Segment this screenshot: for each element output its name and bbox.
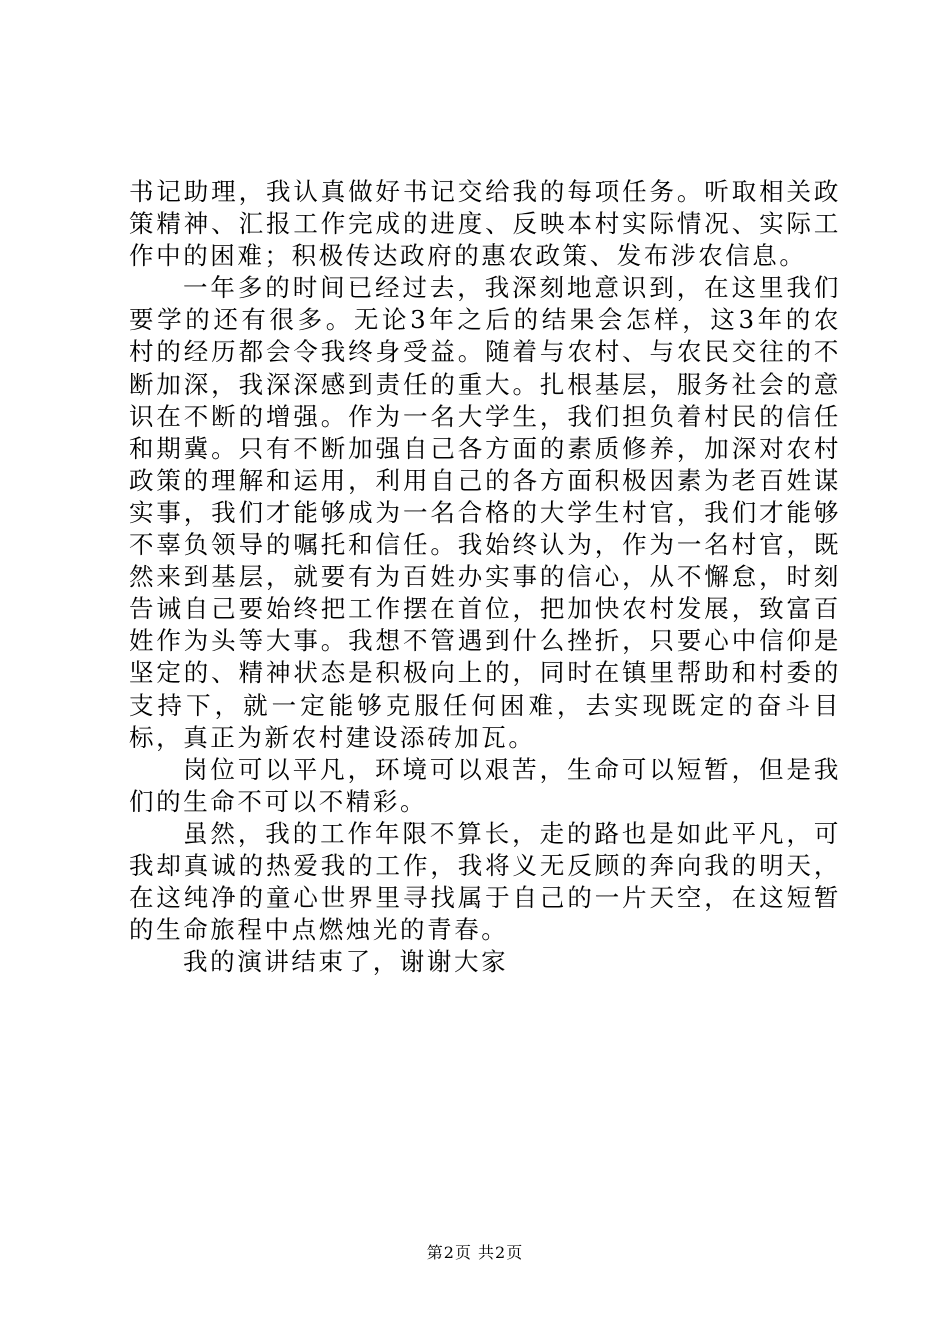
paragraph-motto: 岗位可以平凡，环境可以艰苦，生命可以短暂，但是我们的生命不可以不精彩。 <box>129 754 841 816</box>
paragraph-resolution: 虽然，我的工作年限不算长，走的路也是如此平凡，可我却真诚的热爱我的工作，我将义无反顾的奔向我的明天，在这纯净的童心世界里寻找属于自己的一片天空，在这短暂的生命旅程中点燃烛光的青春。 <box>129 818 841 945</box>
page-number: 第2页 共2页 <box>426 1243 524 1262</box>
paragraph-continuation: 书记助理，我认真做好书记交给我的每项任务。听取相关政策精神、汇报工作完成的进度、反映本村实际情况、实际工作中的困难；积极传达政府的惠农政策、发布涉农信息。 <box>129 177 841 271</box>
paragraph-closing: 我的演讲结束了，谢谢大家 <box>183 947 509 977</box>
page-footer <box>0 1243 950 1263</box>
document-body <box>129 176 841 978</box>
paragraph-reflection: 一年多的时间已经过去，我深刻地意识到，在这里我们要学的还有很多。无论3年之后的结果会怎样，这3年的农村的经历都会令我终身受益。随着与农村、与农民交往的不断加深，我深深感到责任的重大。扎根基层，服务社会的意识在不断的增强。作为一名大学生，我们担负着村民的信任和期冀。只有不断加强自己各方面的素质修养，加深对农村政策的理解和运用，利用自己的各方面积极因素为老百姓谋实事，我们才能够成为一名合格的大学生村官，我们才能够不辜负领导的嘱托和信任。我始终认为，作为一名村官，既然来到基层，就要有为百姓办实事的信心，从不懈怠，时刻告诫自己要始终把工作摆在首位，把加快农村发展，致富百姓作为头等大事。我想不管遇到什么挫折，只要心中信仰是坚定的、精神状态是积极向上的，同时在镇里帮助和村委的支持下，就一定能够克服任何困难，去实现既定的奋斗目标，真正为新农村建设添砖加瓦。 <box>129 273 841 752</box>
